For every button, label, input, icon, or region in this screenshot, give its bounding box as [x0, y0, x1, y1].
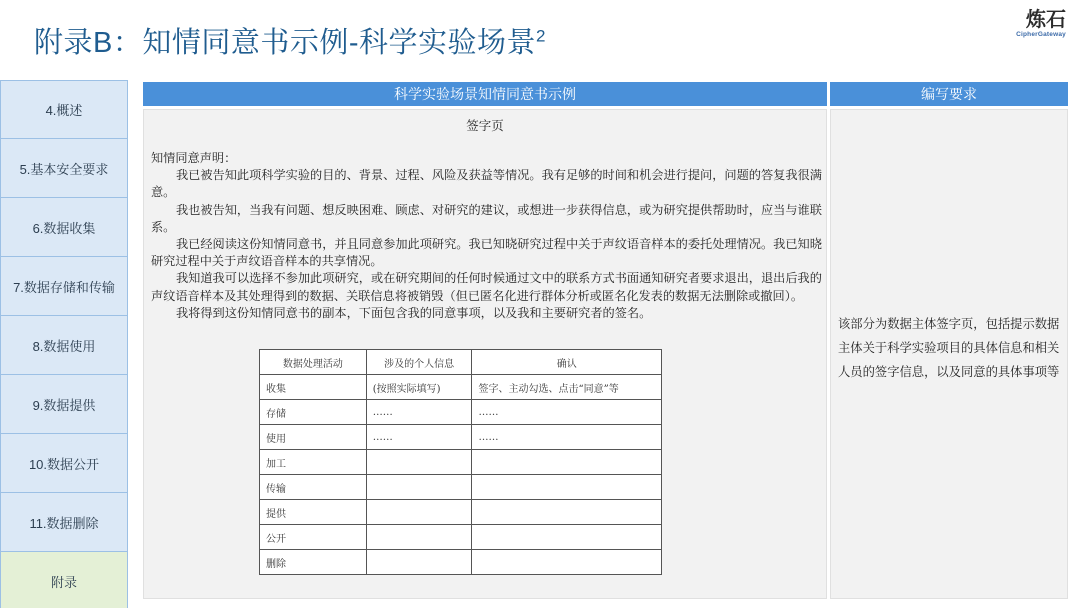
activity-cell: 删除: [260, 550, 367, 575]
activity-cell: 公开: [260, 525, 367, 550]
personal-info-cell: [366, 450, 472, 475]
page-title-superscript: 2: [536, 26, 546, 46]
confirm-cell: ……: [472, 425, 662, 450]
sidebar-item-data-deletion[interactable]: 11.数据删除: [0, 493, 128, 552]
personal-info-cell: ……: [366, 400, 472, 425]
confirm-cell: [472, 550, 662, 575]
declaration-paragraph: 我已经阅读这份知情同意书，并且同意参加此项研究。我已知晓研究过程中关于声纹语音样本的委托处理情况。我已知晓研究过程中关于声纹语音样本的共享情况。: [151, 237, 822, 269]
consent-activities-table: [259, 349, 662, 575]
personal-info-cell: (按照实际填写): [366, 375, 472, 400]
table-row: [260, 375, 662, 400]
sidebar-item-data-usage[interactable]: 8.数据使用: [0, 316, 128, 375]
table-row: [260, 425, 662, 450]
company-logo: [1016, 8, 1066, 39]
confirm-cell: 签字、主动勾选、点击“同意”等: [472, 375, 662, 400]
personal-info-cell: [366, 475, 472, 500]
confirm-cell: [472, 525, 662, 550]
logo-english: CipherGateway: [1016, 31, 1066, 38]
activity-cell: 收集: [260, 375, 367, 400]
declaration-paragraph: 我也被告知，当我有问题、想反映困难、顾虑、对研究的建议，或想进一步获得信息，或为研究提供帮助时，应当与谁联系。: [151, 202, 822, 234]
sidebar-nav: [0, 80, 128, 608]
personal-info-cell: [366, 550, 472, 575]
requirement-description: 该部分为数据主体签字页，包括提示数据主体关于科学实验项目的具体信息和相关人员的签字信息，以及同意的具体事项等: [838, 317, 1060, 379]
personal-info-cell: ……: [366, 425, 472, 450]
personal-info-cell: [366, 525, 472, 550]
example-column-header: 科学实验场景知情同意书示例: [143, 82, 827, 106]
declaration-paragraph: 我知道我可以选择不参加此项研究，或在研究期间的任何时候通过文中的联系方式书面通知研究者要求退出，退出后我的声纹语音样本及其处理得到的数据、关联信息将被销毁（但已匿名化进行群体分析或匿名化发表的数据无法删除或撤回）。: [151, 271, 822, 303]
table-row: [260, 400, 662, 425]
declaration-paragraph: 我已被告知此项科学实验的目的、背景、过程、风险及获益等情况。我有足够的时间和机会进行提问，问题的答复我很满意。: [151, 168, 822, 200]
confirm-cell: [472, 450, 662, 475]
declaration-heading: 知情同意声明：: [151, 151, 237, 165]
table-header-row: [260, 350, 662, 375]
consent-declaration: [151, 150, 827, 322]
confirm-cell: ……: [472, 400, 662, 425]
signature-page-subtitle: 签字页: [466, 119, 504, 133]
confirm-cell: [472, 475, 662, 500]
declaration-paragraph: 我将得到这份知情同意书的副本，下面包含我的同意事项，以及我和主要研究者的签名。: [176, 305, 652, 320]
activity-cell: 加工: [260, 450, 367, 475]
activity-cell: 使用: [260, 425, 367, 450]
table-row: [260, 550, 662, 575]
sidebar-item-basic-security[interactable]: 5.基本安全要求: [0, 139, 128, 198]
column-header-activity: 数据处理活动: [260, 350, 367, 375]
requirements-content-cell: [830, 109, 1068, 599]
table-row: [260, 475, 662, 500]
sidebar-item-overview[interactable]: 4.概述: [0, 80, 128, 139]
sidebar-item-data-provision[interactable]: 9.数据提供: [0, 375, 128, 434]
activity-cell: 存储: [260, 400, 367, 425]
table-row: [260, 525, 662, 550]
sidebar-item-data-disclosure[interactable]: 10.数据公开: [0, 434, 128, 493]
personal-info-cell: [366, 500, 472, 525]
sidebar-item-data-collection[interactable]: 6.数据收集: [0, 198, 128, 257]
table-row: [260, 500, 662, 525]
table-row: [260, 450, 662, 475]
sidebar-item-appendix[interactable]: 附录: [0, 552, 128, 608]
page-title: [34, 20, 546, 61]
column-header-personal-info: 涉及的个人信息: [366, 350, 472, 375]
column-header-confirm: 确认: [472, 350, 662, 375]
logo-chinese: 炼石: [1026, 7, 1066, 31]
sidebar-item-data-storage-transfer[interactable]: 7.数据存储和传输: [0, 257, 128, 316]
activity-cell: 提供: [260, 500, 367, 525]
activity-cell: 传输: [260, 475, 367, 500]
page-title-text: 附录B：知情同意书示例-科学实验场景: [34, 27, 537, 59]
example-content-cell: [143, 109, 827, 599]
confirm-cell: [472, 500, 662, 525]
requirements-column-header: 编写要求: [830, 82, 1068, 106]
